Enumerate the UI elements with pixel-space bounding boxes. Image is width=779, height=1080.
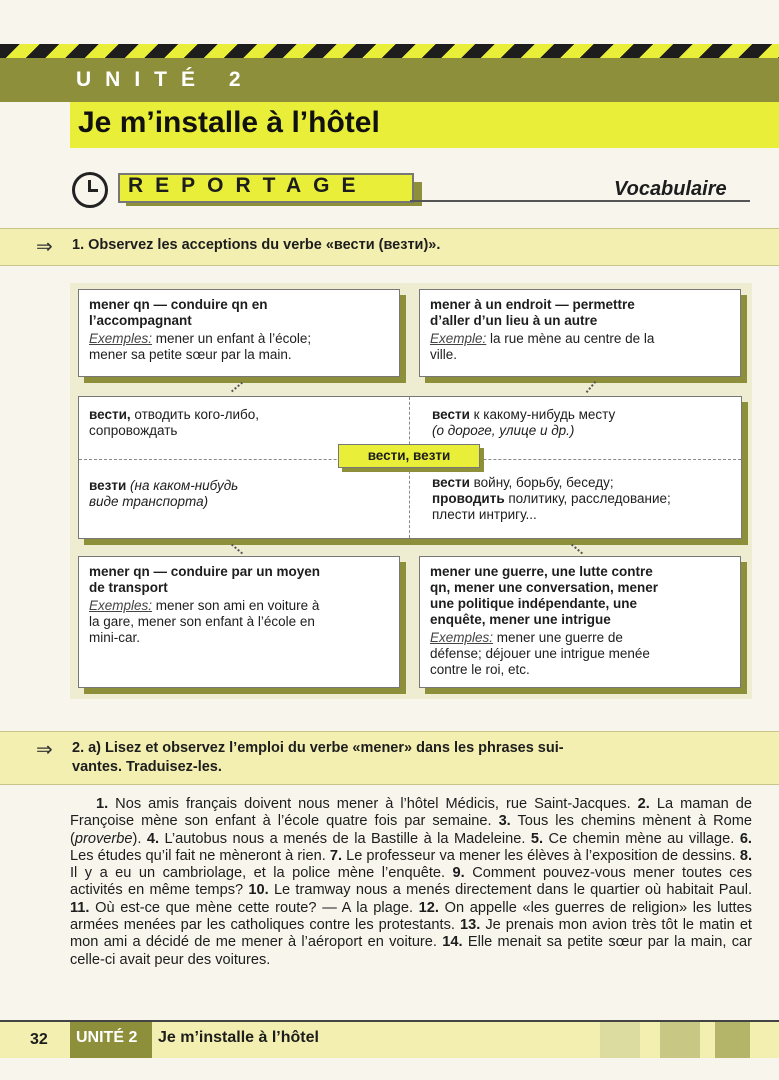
meaning-top-left <box>89 407 259 439</box>
arrow-icon: ⇒ <box>36 739 53 761</box>
sentence-text: Comment pouvez-vous mener toutes ces activités en même temps? <box>70 865 752 899</box>
card-text: mini-car. <box>89 630 141 645</box>
page-number: 32 <box>30 1031 48 1048</box>
keyword: везти <box>89 478 127 493</box>
sentences-paragraph <box>70 796 752 969</box>
card-text: mener un enfant à l’école; <box>152 331 312 346</box>
footer-unit-label: UNITÉ 2 <box>76 1029 138 1046</box>
meaning-text: к какому-нибудь месту <box>469 407 616 422</box>
sentence-text: Le tramway nous a menés directement dans le quartier où habitait Paul. <box>268 882 752 899</box>
sentence-number: 9. <box>452 865 465 882</box>
keyword: вести <box>432 407 470 422</box>
sentence-text: Elle menait sa petite sœur par la main, car celle-ci avait peur des voitures. <box>70 934 753 968</box>
sentence-text: On appelle «les guerres de religion» les luttes armées menées par les catholiques contre les protestants. <box>70 899 752 934</box>
card-text: mener son ami en voiture à <box>152 598 320 613</box>
card-text: l’accompagnant <box>89 313 192 328</box>
sentence-text: Ce chemin mène au village. <box>543 830 740 847</box>
sentence-number: 11. <box>70 899 90 916</box>
unit-label: UNITÉ 2 <box>76 68 255 91</box>
card-text: une politique indépendante, une <box>430 596 638 611</box>
card-text: défense; déjouer une intrigue menée <box>430 646 650 661</box>
sentence-number: 1. <box>96 796 109 812</box>
sentence-number: 13. <box>459 917 481 934</box>
footer-title: Je m’installe à l’hôtel <box>158 1029 319 1046</box>
instruction-line: 2. a) Lisez et observez l’emploi du verbe «mener» dans les phrases sui- <box>72 740 564 756</box>
reportage-label: REPORTAGE <box>128 174 368 197</box>
sentence-italic: proverbe <box>74 830 133 847</box>
meaning-text: сопровождать <box>89 423 178 438</box>
sentence-number: 8. <box>739 847 752 864</box>
card-text: mener une guerre, une lutte contre <box>430 564 653 579</box>
sentence-text: Je prenais mon avion très tôt le matin et mon ami a décidé de me mener à l’aéroport en voiture. <box>70 917 752 951</box>
page-title: Je m’installe à l’hôtel <box>78 106 380 139</box>
sentence-text: ). <box>132 830 147 847</box>
sentence-number: 14. <box>442 934 463 951</box>
sentence-text: L’autobus nous a menés de la Bastille à la Madeleine. <box>159 830 531 847</box>
card-text: mener à un endroit — permettre <box>430 297 635 312</box>
card-top-right <box>419 289 741 377</box>
exercise2-instruction <box>72 739 564 777</box>
example-label: Exemples: <box>430 630 494 645</box>
hazard-stripe <box>0 44 779 58</box>
sentence-number: 10. <box>248 882 269 899</box>
sentence-number: 4. <box>146 830 160 847</box>
sentence-number: 7. <box>329 847 343 864</box>
center-label: вести, везти <box>338 444 480 468</box>
card-text: qn, mener une conversation, mener <box>430 580 659 595</box>
card-text: mener sa petite sœur par la main. <box>89 347 292 362</box>
example-label: Exemples: <box>89 598 153 613</box>
example-label: Exemples: <box>89 331 153 346</box>
meaning-text: политику, расследование; <box>504 491 671 506</box>
sentence-text: Nos amis français doivent nous mener à l’hôtel Médicis, rue Saint-Jacques. <box>108 796 638 812</box>
sentence-text: La maman de Françoise mène son enfant à l’école quatre fois par semaine. <box>70 796 752 830</box>
meaning-top-right <box>432 407 615 439</box>
keyword: проводить <box>432 491 505 506</box>
clock-icon <box>72 172 108 208</box>
sentence-number: 6. <box>739 830 752 847</box>
sentence-number: 2. <box>637 796 650 812</box>
card-bottom-left <box>78 556 400 688</box>
meaning-bottom-right <box>432 475 671 523</box>
sentence-text: Où est-ce que mène cette route? — A la plage. <box>89 899 419 916</box>
card-text: contre le roi, etc. <box>430 662 530 677</box>
sentence-number: 5. <box>530 830 544 847</box>
card-text: mener qn — conduire par un moyen <box>89 564 321 579</box>
meaning-text: виде транспорта) <box>89 494 209 509</box>
instruction-line: vantes. Traduisez-les. <box>72 759 222 775</box>
meaning-text: (на каком-нибудь <box>126 478 239 493</box>
meaning-text: плести интригу... <box>432 507 537 522</box>
card-text: d’aller d’un lieu à un autre <box>430 313 598 328</box>
sentence-number: 3. <box>498 813 511 830</box>
keyword: вести <box>432 475 470 490</box>
meaning-text: отводить кого-либо, <box>130 407 259 422</box>
card-top-left <box>78 289 400 377</box>
card-text: ville. <box>430 347 458 362</box>
exercise1-instruction: 1. Observez les acceptions du verbe «вести (везти)». <box>72 237 441 253</box>
sentence-text: Tous les chemins mènent à Rome ( <box>70 813 753 847</box>
card-text: enquête, mener une intrigue <box>430 612 611 627</box>
card-text: la rue mène au centre de la <box>486 331 655 346</box>
card-text: de transport <box>89 580 168 595</box>
keyword: вести, <box>89 407 131 422</box>
sentence-text: Il y a eu un cambriolage, et la police mène l’enquête. <box>70 865 453 882</box>
vocabulaire-label: Vocabulaire <box>614 178 727 200</box>
card-text: mener qn — conduire qn en <box>89 297 268 312</box>
meaning-bottom-left <box>89 478 238 510</box>
card-bottom-right <box>419 556 741 688</box>
arrow-icon: ⇒ <box>36 236 53 258</box>
card-text: mener une guerre de <box>493 630 623 645</box>
card-text: la gare, mener son enfant à l’école en <box>89 614 315 629</box>
example-label: Exemple: <box>430 331 487 346</box>
meaning-text: (о дороге, улице и др.) <box>432 423 575 438</box>
sentence-text: Les études qu’il fait ne mèneront à rien. <box>70 847 330 864</box>
sentence-text: Le professeur va mener les élèves à l’exposition de dessins. <box>342 847 740 864</box>
meaning-text: войну, борьбу, беседу; <box>469 475 614 490</box>
sentence-number: 12. <box>418 899 439 916</box>
